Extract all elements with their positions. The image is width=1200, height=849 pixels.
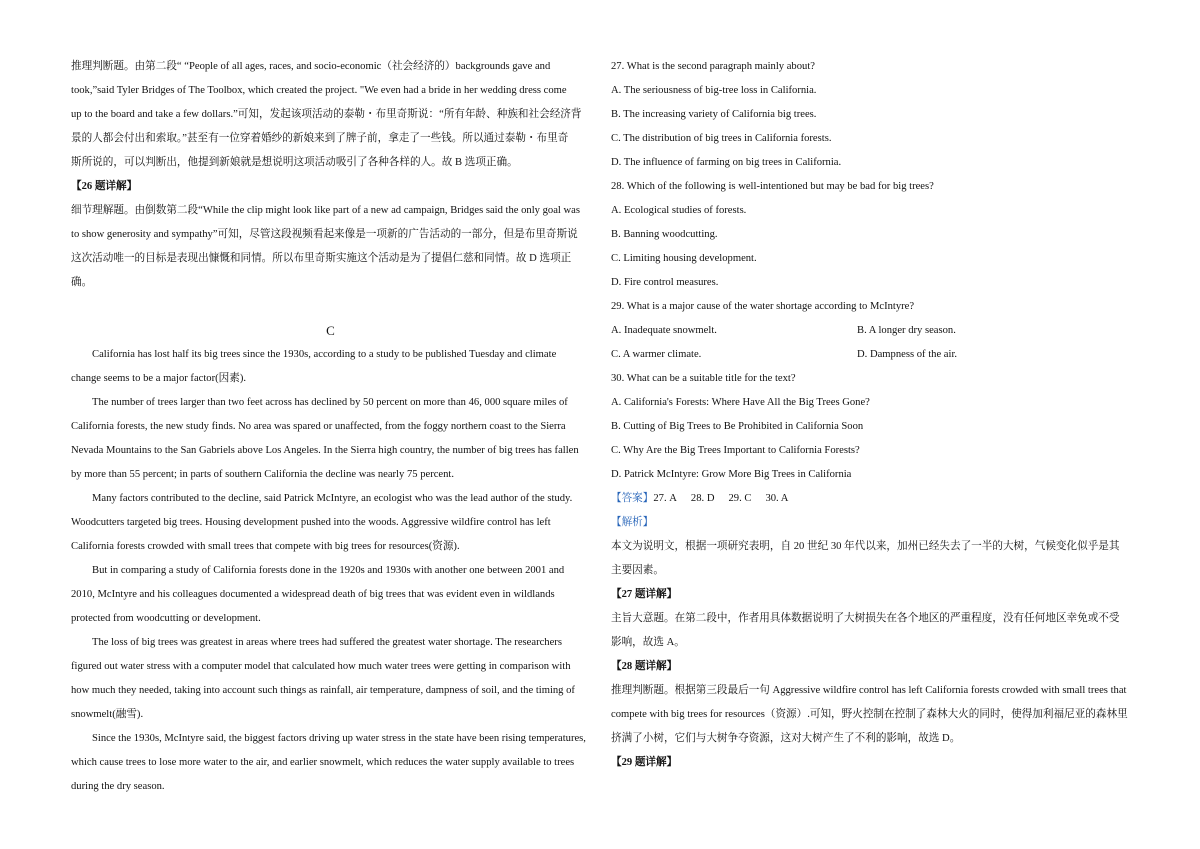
passage-line: figured out water stress with a computer model that calculated how much water trees were getting in comparison with: [71, 661, 571, 672]
answer-item: 28. D: [690, 493, 715, 504]
option-row: [611, 343, 1130, 367]
question-28: [611, 175, 1130, 295]
answer-line: [611, 487, 1130, 511]
answer-item: 30. A: [765, 493, 789, 504]
answer-item: 29. C: [728, 493, 752, 504]
passage-line: California forests, the new study finds. No area was spared or unaffected, from the foggy northern coast to the Sierra: [71, 421, 566, 432]
option: B. Cutting of Big Trees to Be Prohibited in California Soon: [611, 421, 864, 432]
option: A. California's Forests: Where Have All the Big Trees Gone?: [611, 397, 870, 408]
passage-line: snowmelt(融雪).: [71, 709, 144, 720]
option: C. Limiting housing development.: [611, 253, 757, 264]
question-stem: 28. Which of the following is well-intentioned but may be bad for big trees?: [611, 181, 934, 192]
option: C. A warmer climate.: [611, 349, 702, 360]
left-column: [71, 55, 590, 799]
text-line: 细节理解题。由倒数第二段“While the clip might look like part of a new ad campaign, Bridges said the only goal was: [71, 205, 580, 216]
passage-line: But in comparing a study of California forests done in the 1920s and 1930s with another one between 2001 and: [92, 565, 565, 576]
passage-line: The loss of big trees was greatest in areas where trees had suffered the greatest water shortage. The researchers: [92, 637, 562, 648]
question-stem: 30. What can be a suitable title for the text?: [611, 373, 796, 384]
passage-line: 2010, McIntyre and his colleagues documented a widespread death of big trees that was evident even in wildlands: [71, 589, 555, 600]
option: A. Inadequate snowmelt.: [611, 325, 717, 336]
right-column: [611, 55, 1130, 775]
reading-passage: [71, 343, 590, 799]
passage-line: protected from woodcutting or development.: [71, 613, 261, 624]
passage-line: during the dry season.: [71, 781, 165, 792]
question-stem: 27. What is the second paragraph mainly about?: [611, 61, 815, 72]
text-line: 挤满了小树，它们与大树争夺资源，这对大树产生了不利的影响，故选 D。: [611, 733, 961, 744]
passage-line: Woodcutters targeted big trees. Housing development pushed into the woods. Aggressive wildfire control has left: [71, 517, 551, 528]
option-row: [611, 319, 1130, 343]
text-line: to show generosity and sympathy”可知，尽管这段视频看起来像是一项新的广告活动的一部分，但是布里奇斯说: [71, 229, 578, 240]
answer-label: 【答案】: [611, 493, 654, 504]
option: D. Dampness of the air.: [857, 349, 958, 360]
option: D. Patrick McIntyre: Grow More Big Trees in California: [611, 469, 852, 480]
text-line: 这次活动唯一的目标是表现出慷慨和同情。所以布里奇斯实施这个活动是为了提倡仁慈和同情。故 D 选项正: [71, 253, 572, 264]
passage-line: change seems to be a major factor(因素).: [71, 373, 247, 384]
q25-explanation: [71, 55, 590, 175]
passage-line: how much they needed, taking into account such things as rainfall, air temperature, dampness of soil, and the timing of: [71, 685, 575, 696]
question-stem: 29. What is a major cause of the water shortage according to McIntyre?: [611, 301, 915, 312]
question-30: [611, 367, 1130, 487]
q27-heading: 【27 题详解】: [611, 589, 678, 600]
passage-line: by more than 55 percent; in parts of southern California the decline was nearly 75 percent.: [71, 469, 455, 480]
analysis-label: 【解析】: [611, 517, 654, 528]
question-27: [611, 55, 1130, 175]
q26-heading: 【26 题详解】: [71, 181, 138, 192]
text-line: 本文为说明文，根据一项研究表明，自 20 世纪 30 年代以来，加州已经失去了一半的大树，气候变化似乎是其: [611, 541, 1120, 552]
passage-line: California forests crowded with small trees that compete with big trees for resources(资源).: [71, 541, 460, 552]
text-line: 景的人都会付出和索取。”甚至有一位穿着婚纱的新娘来到了牌子前，拿走了一些钱。所以通过泰勒・布里奇: [71, 133, 569, 144]
text-line: 影响，故选 A。: [611, 637, 685, 648]
passage-line: California has lost half its big trees since the 1930s, according to a study to be published Tuesday and climate: [92, 349, 557, 360]
question-29: [611, 295, 1130, 367]
option: C. The distribution of big trees in California forests.: [611, 133, 832, 144]
text-line: 推理判断题。根据第三段最后一句 Aggressive wildfire control has left California forests crowded with small trees that: [611, 685, 1127, 696]
option: B. A longer dry season.: [857, 325, 956, 336]
option: A. The seriousness of big-tree loss in California.: [611, 85, 817, 96]
section-title: C: [326, 323, 335, 338]
q29-heading: 【29 题详解】: [611, 757, 678, 768]
option: D. Fire control measures.: [611, 277, 719, 288]
text-line: 斯所说的，可以判断出，他提到新娘就是想说明这项活动吸引了各种各样的人。故 B 选项正确。: [71, 157, 518, 168]
text-line: up to the board and take a few dollars.”可知，发起该项活动的泰勒・布里奇斯说：“所有年龄、种族和社会经济背: [71, 109, 582, 120]
text-line: took,”said Tyler Bridges of The Toolbox, which created the project. "We even had a bride in her wedding dress come: [71, 85, 567, 96]
passage-line: Since the 1930s, McIntyre said, the biggest factors driving up water stress in the state have been rising temperatures,: [92, 733, 586, 744]
text-line: 确。: [71, 277, 93, 288]
passage-line: Nevada Mountains to the San Gabriels above Los Angeles. In the Sierra high country, the number of big trees has fallen: [71, 445, 579, 456]
answer-item: 27. A: [653, 493, 677, 504]
q26-explanation: [71, 199, 590, 295]
option: B. The increasing variety of California big trees.: [611, 109, 817, 120]
text-line: 推理判断题。由第二段“ “People of all ages, races, and socio-economic（社会经济的）backgrounds gave and: [71, 61, 551, 72]
option: A. Ecological studies of forests.: [611, 205, 747, 216]
passage-line: which cause trees to lose more water to the air, and earlier snowmelt, which reduces the water supply available to trees: [71, 757, 575, 768]
text-line: 主要因素。: [611, 565, 664, 576]
option: B. Banning woodcutting.: [611, 229, 718, 240]
text-line: compete with big trees for resources（资源）.可知，野火控制在控制了森林大火的同时，使得加利福尼亚的森林里: [611, 709, 1128, 720]
option: D. The influence of farming on big trees in California.: [611, 157, 842, 168]
passage-line: Many factors contributed to the decline, said Patrick McIntyre, an ecologist who was the lead author of the study.: [92, 493, 573, 504]
option: C. Why Are the Big Trees Important to California Forests?: [611, 445, 860, 456]
spacer: [71, 295, 590, 319]
q28-heading: 【28 题详解】: [611, 661, 678, 672]
text-line: 主旨大意题。在第二段中，作者用具体数据说明了大树损失在各个地区的严重程度，没有任何地区幸免或不受: [611, 613, 1120, 624]
passage-line: The number of trees larger than two feet across has declined by 50 percent on more than 46, 000 square miles of: [92, 397, 568, 408]
